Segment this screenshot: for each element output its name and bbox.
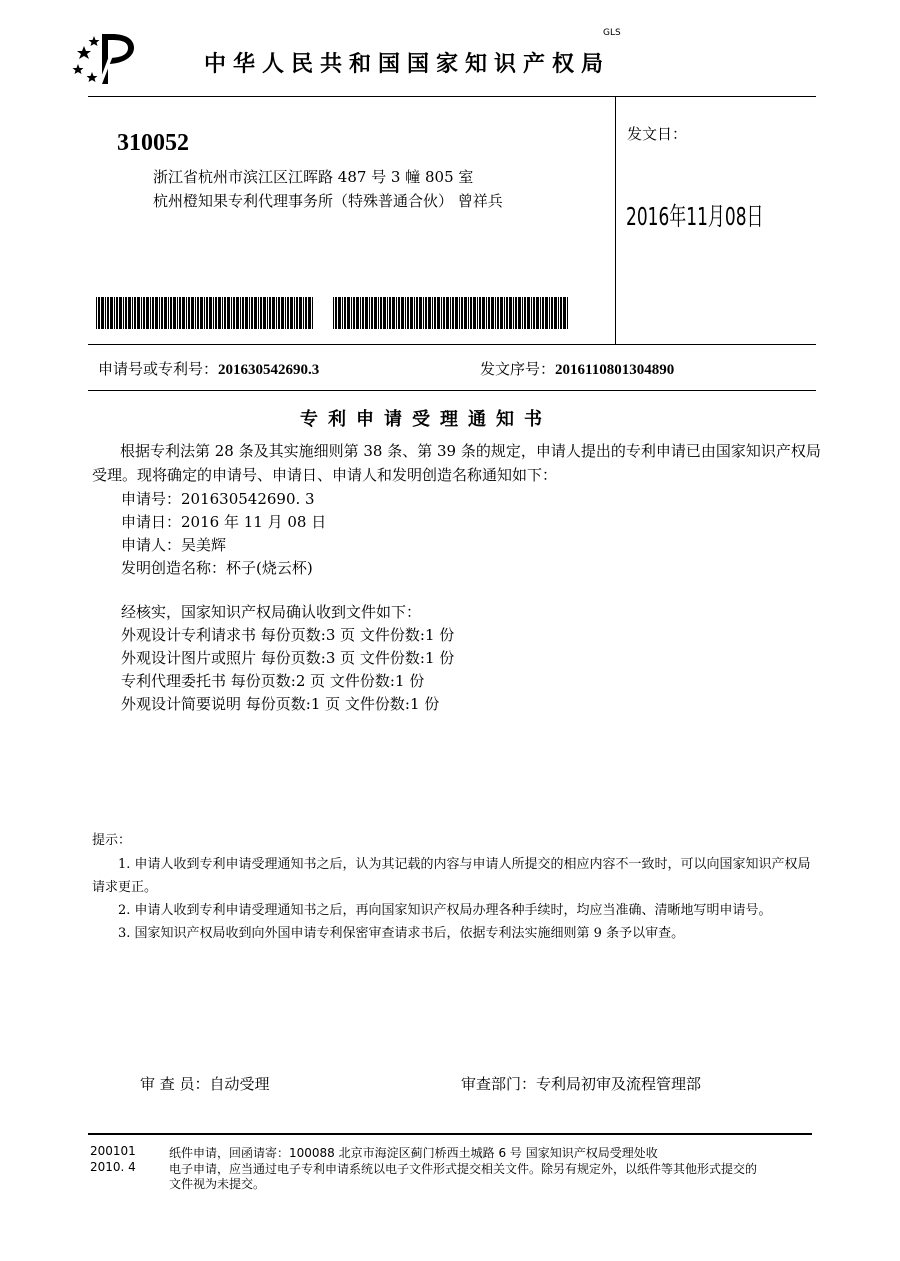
- barcode-bar: [486, 297, 487, 329]
- barcode-bar: [119, 297, 122, 329]
- numbers-bottom-rule: [88, 390, 816, 391]
- barcode-bar: [338, 297, 341, 329]
- barcode-bar: [134, 297, 136, 329]
- barcode-bar: [179, 297, 181, 329]
- barcode-bar: [200, 297, 203, 329]
- barcode-bar: [398, 297, 400, 329]
- barcode-bar: [143, 297, 145, 329]
- barcode-bar: [278, 297, 280, 329]
- barcode-bar: [443, 297, 445, 329]
- barcode-bar: [152, 297, 154, 329]
- application-number: [98, 358, 319, 379]
- barcode-bar: [450, 297, 451, 329]
- barcode-bar: [464, 297, 467, 329]
- barcode-bar: [272, 297, 275, 329]
- field-applicant: 申请人：吴美辉: [121, 536, 227, 554]
- top-rule: [88, 96, 816, 97]
- barcode-bar: [186, 297, 187, 329]
- field-application-no: 申请号：201630542690. 3: [121, 490, 315, 508]
- barcode-right: [333, 297, 571, 329]
- barcode-bar: [536, 297, 539, 329]
- document-item: 外观设计专利请求书 每份页数:3 页 文件份数:1 份: [121, 626, 455, 644]
- barcode-bar: [497, 297, 499, 329]
- barcode-bar: [107, 297, 109, 329]
- barcode-bar: [491, 297, 494, 329]
- barcode-bar: [137, 297, 140, 329]
- barcode-bar: [224, 297, 226, 329]
- department: 审查部门：专利局初审及流程管理部: [461, 1075, 702, 1093]
- barcode-bar: [146, 297, 149, 329]
- barcode-bar: [428, 297, 431, 329]
- barcode-bar: [477, 297, 478, 329]
- barcode-bar: [177, 297, 178, 329]
- barcode-bar: [446, 297, 449, 329]
- footer-rule: [88, 1133, 812, 1135]
- barcode-bar: [141, 297, 142, 329]
- barcode-bar: [423, 297, 424, 329]
- barcode-bar: [479, 297, 481, 329]
- barcode-bar: [396, 297, 397, 329]
- barcode-bar: [351, 297, 352, 329]
- barcode-bar: [482, 297, 485, 329]
- barcode-bar: [506, 297, 508, 329]
- barcode-bar: [231, 297, 232, 329]
- barcode-bar: [308, 297, 311, 329]
- barcode-bar: [362, 297, 364, 329]
- barcode-bar: [333, 297, 334, 329]
- barcode-bar: [504, 297, 505, 329]
- barcode-bar: [371, 297, 373, 329]
- barcode-bar: [441, 297, 442, 329]
- barcode-bar: [258, 297, 259, 329]
- footer-code-2: 2010. 4: [90, 1160, 136, 1174]
- barcode-bar: [365, 297, 368, 329]
- serial-number: [480, 358, 674, 379]
- barcode-bar: [389, 297, 391, 329]
- barcode-bar: [452, 297, 454, 329]
- serial-number-label: 发文序号：: [480, 360, 556, 378]
- barcode-bar: [515, 297, 517, 329]
- barcode-bar: [305, 297, 307, 329]
- barcode-bar: [495, 297, 496, 329]
- tip-1-line2: 请求更正。: [92, 880, 158, 895]
- barcode-bar: [342, 297, 343, 329]
- barcode-bar: [222, 297, 223, 329]
- barcode-bar: [128, 297, 131, 329]
- barcode-bar: [245, 297, 248, 329]
- barcode-bar: [110, 297, 113, 329]
- examiner: 审 查 员：自动受理: [140, 1075, 270, 1093]
- barcode-bar: [312, 297, 313, 329]
- barcode-bar: [554, 297, 557, 329]
- footer-line-1: 纸件申请，回函请寄：100088 北京市海淀区蓟门桥西土城路 6 号 国家知识产权局受理处收: [169, 1146, 658, 1160]
- barcode-bar: [353, 297, 355, 329]
- barcode-bar: [242, 297, 244, 329]
- barcode-bar: [434, 297, 436, 329]
- barcode-bar: [527, 297, 530, 329]
- barcode-bar: [276, 297, 277, 329]
- tip-1-line1: 1. 申请人收到专利申请受理通知书之后，认为其记载的内容与申请人所提交的相应内容不一致时，可以向国家知识产权局: [118, 857, 811, 872]
- barcode-bar: [299, 297, 302, 329]
- barcode-bar: [263, 297, 266, 329]
- barcode-bar: [425, 297, 427, 329]
- postcode: 310052: [117, 130, 189, 156]
- barcode-bar: [251, 297, 253, 329]
- barcode-bar: [513, 297, 514, 329]
- barcode-bar: [98, 297, 100, 329]
- barcode-bar: [347, 297, 350, 329]
- barcode-bar: [533, 297, 535, 329]
- barcode-bar: [459, 297, 460, 329]
- barcode-bar: [500, 297, 503, 329]
- footer-line-3: 文件视为未提交。: [169, 1177, 266, 1191]
- field-filing-date: 申请日：2016 年 11 月 08 日: [121, 513, 327, 531]
- barcode-bar: [378, 297, 379, 329]
- barcode-bar: [170, 297, 172, 329]
- barcode-bar: [380, 297, 382, 329]
- confirm-line: 经核实，国家知识产权局确认收到文件如下：: [121, 603, 422, 621]
- barcode-bar: [545, 297, 548, 329]
- barcode-bar: [116, 297, 118, 329]
- document-item: 外观设计图片或照片 每份页数:3 页 文件份数:1 份: [121, 649, 455, 667]
- barcode-bar: [240, 297, 241, 329]
- barcode-bar: [114, 297, 115, 329]
- barcode-bar: [188, 297, 190, 329]
- barcode-bar: [164, 297, 167, 329]
- barcode-left: [96, 297, 316, 329]
- barcode-bar: [369, 297, 370, 329]
- barcode-bar: [233, 297, 235, 329]
- barcode-bar: [254, 297, 257, 329]
- barcode-bar: [123, 297, 124, 329]
- barcode-bar: [96, 297, 97, 329]
- barcode-bar: [461, 297, 463, 329]
- barcode-bar: [563, 297, 566, 329]
- barcode-bar: [191, 297, 194, 329]
- barcode-bar: [209, 297, 212, 329]
- barcode-bar: [542, 297, 544, 329]
- barcode-bar: [560, 297, 562, 329]
- barcode-bar: [182, 297, 185, 329]
- barcode-bar: [197, 297, 199, 329]
- issue-date: 2016年11月08日: [626, 202, 764, 231]
- barcode-bar: [267, 297, 268, 329]
- barcode-bar: [206, 297, 208, 329]
- barcode-bar: [455, 297, 458, 329]
- barcode-bar: [410, 297, 413, 329]
- barcode-bar: [285, 297, 286, 329]
- barcode-bar: [540, 297, 541, 329]
- recipient-address: 浙江省杭州市滨江区江晖路 487 号 3 幢 805 室: [153, 168, 474, 186]
- barcode-bar: [383, 297, 386, 329]
- barcode-bar: [387, 297, 388, 329]
- cnipa-logo: [72, 28, 142, 88]
- barcode-bar: [290, 297, 293, 329]
- barcode-bar: [105, 297, 106, 329]
- barcode-bar: [195, 297, 196, 329]
- tip-2: 2. 申请人收到专利申请受理通知书之后，再向国家知识产权局办理各种手续时，均应当准确、清晰地写明申请号。: [118, 903, 772, 918]
- barcode-bar: [407, 297, 409, 329]
- barcode-bar: [132, 297, 133, 329]
- application-number-label: 申请号或专利号：: [98, 360, 219, 378]
- agency-name: 中华人民共和国国家知识产权局: [204, 51, 611, 77]
- tip-3: 3. 国家知识产权局收到向外国申请专利保密审查请求书后，依据专利法实施细则第 9 条予以审查。: [118, 926, 685, 941]
- tips-label: 提示：: [92, 833, 132, 848]
- notice-intro-line2: 受理。现将确定的申请号、申请日、申请人和发明创造名称通知如下：: [92, 466, 558, 484]
- barcode-bar: [168, 297, 169, 329]
- barcode-bar: [287, 297, 289, 329]
- barcode-bar: [392, 297, 395, 329]
- barcode-bar: [567, 297, 568, 329]
- barcode-bar: [468, 297, 469, 329]
- barcode-bar: [558, 297, 559, 329]
- barcode-bar: [269, 297, 271, 329]
- field-invention-title: 发明创造名称：杯子(烧云杯): [121, 559, 313, 577]
- barcode-bar: [303, 297, 304, 329]
- barcode-bar: [470, 297, 472, 329]
- barcode-bar: [215, 297, 217, 329]
- footer-code-1: 200101: [90, 1144, 136, 1158]
- barcode-bar: [236, 297, 239, 329]
- barcode-bar: [356, 297, 359, 329]
- document-item: 外观设计简要说明 每份页数:1 页 文件份数:1 份: [121, 695, 440, 713]
- barcode-bar: [414, 297, 415, 329]
- footer-line-2: 电子申请，应当通过电子专利申请系统以电子文件形式提交相关文件。除另有规定外，以纸件等其他形式提交的: [169, 1162, 758, 1176]
- barcode-bar: [531, 297, 532, 329]
- date-column-divider: [615, 96, 616, 344]
- barcode-bar: [173, 297, 176, 329]
- barcode-bar: [522, 297, 523, 329]
- barcode-bar: [360, 297, 361, 329]
- recipient-agent: 杭州橙知果专利代理事务所（特殊普通合伙） 曾祥兵: [153, 192, 503, 210]
- barcode-bar: [249, 297, 250, 329]
- barcode-bar: [549, 297, 550, 329]
- barcode-bar: [405, 297, 406, 329]
- barcode-bar: [161, 297, 163, 329]
- notice-title: 专利申请受理通知书: [300, 409, 552, 430]
- barcode-bar: [218, 297, 221, 329]
- barcode-bar: [294, 297, 295, 329]
- barcode-bar: [518, 297, 521, 329]
- barcode-bar: [509, 297, 512, 329]
- barcode-bar: [155, 297, 158, 329]
- serial-number-value: 2016110801304890: [555, 362, 675, 378]
- barcode-bar: [296, 297, 298, 329]
- barcode-bar: [227, 297, 230, 329]
- barcode-bar: [125, 297, 127, 329]
- barcode-bar: [432, 297, 433, 329]
- barcode-bar: [419, 297, 422, 329]
- doc-code: GLS: [603, 28, 621, 38]
- barcode-bar: [159, 297, 160, 329]
- barcode-bar: [488, 297, 490, 329]
- issue-date-label: 发文日：: [627, 125, 688, 143]
- barcode-bar: [150, 297, 151, 329]
- barcode-bar: [213, 297, 214, 329]
- numbers-top-rule: [88, 344, 816, 345]
- barcode-bar: [260, 297, 262, 329]
- barcode-bar: [335, 297, 337, 329]
- notice-intro-line1: 根据专利法第 28 条及其实施细则第 38 条、第 39 条的规定，申请人提出的专利申请已由国家知识产权局: [120, 442, 821, 460]
- barcode-bar: [551, 297, 553, 329]
- barcode-bar: [101, 297, 104, 329]
- document-item: 专利代理委托书 每份页数:2 页 文件份数:1 份: [121, 672, 425, 690]
- barcode-bar: [281, 297, 284, 329]
- barcode-bar: [416, 297, 418, 329]
- application-number-value: 201630542690.3: [218, 362, 320, 378]
- barcode-bar: [473, 297, 476, 329]
- barcode-bar: [204, 297, 205, 329]
- barcode-bar: [344, 297, 346, 329]
- barcode-bar: [374, 297, 377, 329]
- barcode-bar: [437, 297, 440, 329]
- barcode-bar: [524, 297, 526, 329]
- barcode-bar: [401, 297, 404, 329]
